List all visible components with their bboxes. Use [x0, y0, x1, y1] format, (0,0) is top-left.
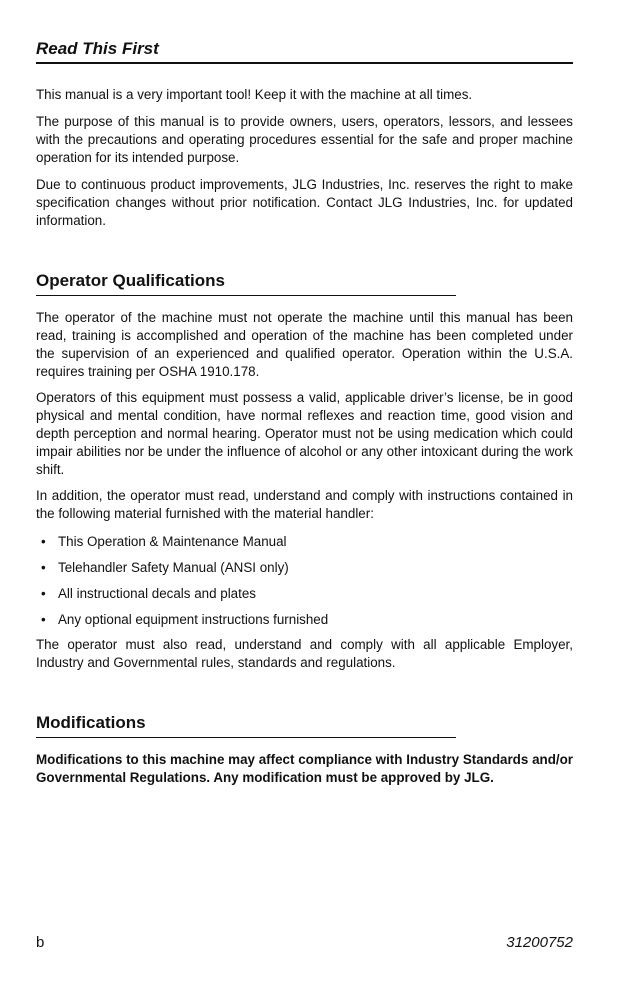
operator-qualifications-paragraph-1: The operator of the machine must not operate the machine until this manual has been read, training is accomplished and operation of the machine has been completed under the supervision of an experienced and qualified operator. Operation within the U.S.A. requires training per OSHA 1910.178.	[36, 310, 573, 379]
page-title: Read This First	[36, 38, 573, 64]
modifications-heading: Modifications	[36, 712, 456, 738]
document-number: 31200752	[506, 934, 573, 951]
bullet-icon: •	[41, 586, 46, 601]
bullet-icon: •	[41, 612, 46, 627]
bullet-icon: •	[41, 534, 46, 549]
operator-qualifications-paragraph-3: In addition, the operator must read, understand and comply with instructions contained in the following material furnished with the material handler:	[36, 488, 573, 521]
manual-page	[36, 0, 573, 986]
intro-paragraph-2: The purpose of this manual is to provide owners, users, operators, lessors, and lessees with the precautions and operating procedures essential for the safe and proper machine operation for its intended purpose.	[36, 114, 573, 165]
list-item: • This Operation & Maintenance Manual	[36, 533, 573, 551]
required-materials-list	[36, 533, 573, 637]
list-item: • Any optional equipment instructions furnished	[36, 611, 573, 629]
page-letter: b	[36, 934, 45, 951]
bullet-icon: •	[41, 560, 46, 575]
modifications-paragraph: Modifications to this machine may affect compliance with Industry Standards and/or Governmental Regulations. Any modification must be approved by JLG.	[36, 752, 573, 785]
intro-paragraph-3: Due to continuous product improvements, JLG Industries, Inc. reserves the right to make specification changes without prior notification. Contact JLG Industries, Inc. for updated information.	[36, 177, 573, 228]
list-item: • All instructional decals and plates	[36, 585, 573, 603]
intro-paragraph-1: This manual is a very important tool! Keep it with the machine at all times.	[36, 87, 473, 102]
operator-qualifications-heading: Operator Qualifications	[36, 270, 456, 296]
operator-qualifications-paragraph-2: Operators of this equipment must possess a valid, applicable driver’s license, be in good physical and mental condition, have normal reflexes and reaction time, good vision and depth perception and normal hearing. Operator must not be using medication which could impair abilities nor be under the influence of alcohol or any other intoxicant during the work shift.	[36, 390, 573, 477]
list-item: • Telehandler Safety Manual (ANSI only)	[36, 559, 573, 577]
operator-qualifications-paragraph-4: The operator must also read, understand and comply with all applicable Employer, Industry and Governmental rules, standards and regulations.	[36, 637, 573, 670]
